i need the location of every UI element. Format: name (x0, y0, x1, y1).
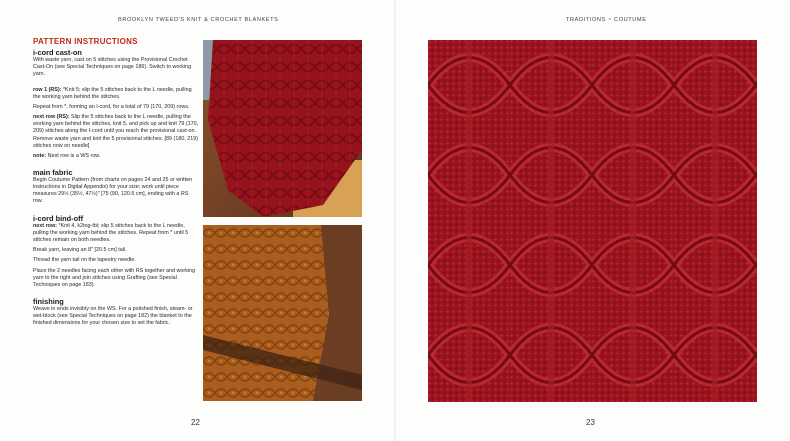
next-row-instruction (33, 114, 199, 149)
break-yarn: Break yarn, leaving an 8" [20.5 cm] tail. (33, 247, 127, 254)
repeat-instruction: Repeat from *, forming an I-cord, for a total of 79 (170, 209) rows. (33, 103, 190, 110)
note-label: note: (33, 152, 47, 159)
row1-instruction (33, 87, 199, 101)
next-row-label: next row (RS): (33, 114, 70, 121)
icord-caston-intro: With waste yarn, cast on 5 stitches using the Provisional Crochet Cast-On (see Special Techniques on page 186). Switch to working yarn. (33, 57, 192, 78)
main-fabric-heading: main fabric (33, 168, 73, 178)
note (33, 153, 199, 160)
page-number-right: 23 (586, 418, 595, 427)
thread-tail: Thread the yarn tail on the tapestry needle. (33, 257, 136, 264)
row1-label: row 1 (RS): (33, 86, 62, 93)
next-row-text: Slip the 5 stitches back to the L needle, pulling the working yarn behind the stitches, knit 5, and pick up and knit 79 (170, 209) stitches along the I-cord until you reach the provisional cast-on. Remove waste yarn and knit the 5 provisional stitches. [89 (180, 219) stitches now on needle] (33, 114, 199, 149)
note-text: Next row is a WS row. (46, 152, 101, 159)
icord-caston-heading: i-cord cast-on (33, 48, 82, 58)
gutter (394, 0, 396, 441)
running-head-left: BROOKLYN TWEED'S KNIT & CROCHET BLANKETS (118, 17, 279, 23)
main-fabric-text: Begin Coutume Pattern (from charts on pages 24 and 25 or written instructions in Digital Appendix) for your size; work until piece measures 29½ (35½, 47½)" [75 (90, 120.5 cm], ending with a RS row. (33, 177, 193, 205)
bindoff-next-row (33, 223, 199, 244)
finishing-text: Weave in ends invisibly on the WS. For a polished finish, steam- or wet-block (see Special Techniques on page 182) the blanket to the finished dimensions for your chosen size to set the fabric. (33, 306, 193, 327)
finishing-heading: finishing (33, 297, 64, 307)
instructions-column (33, 38, 199, 331)
bindoff-next-row-text: *Knit 4, k2tog-tbl; slip 5 stitches back to the L needle, pulling the working yarn behind the stitches. Repeat from * until 5 stitches remain on both needles. (33, 222, 189, 243)
bindoff-next-row-label: next row: (33, 222, 57, 229)
photo-cable-detail (428, 40, 757, 402)
section-title: PATTERN INSTRUCTIONS (33, 37, 138, 46)
row1-text: *Knit 5; slip the 5 stitches back to the L needle, pulling the working yarn behind the stitches. (33, 86, 192, 100)
photo-red-blanket (203, 40, 362, 217)
photo-orange-blanket (203, 225, 362, 401)
icord-bindoff-heading: i-cord bind-off (33, 213, 84, 223)
page-number-left: 22 (191, 418, 200, 427)
grafting-instruction: Place the 2 needles facing each other with RS together and working yarn to the right and join stitches using Grafting (see Special Techniques on page 183). (33, 267, 196, 288)
running-head-right: TRADITIONS ~ COUTUME (566, 17, 647, 23)
